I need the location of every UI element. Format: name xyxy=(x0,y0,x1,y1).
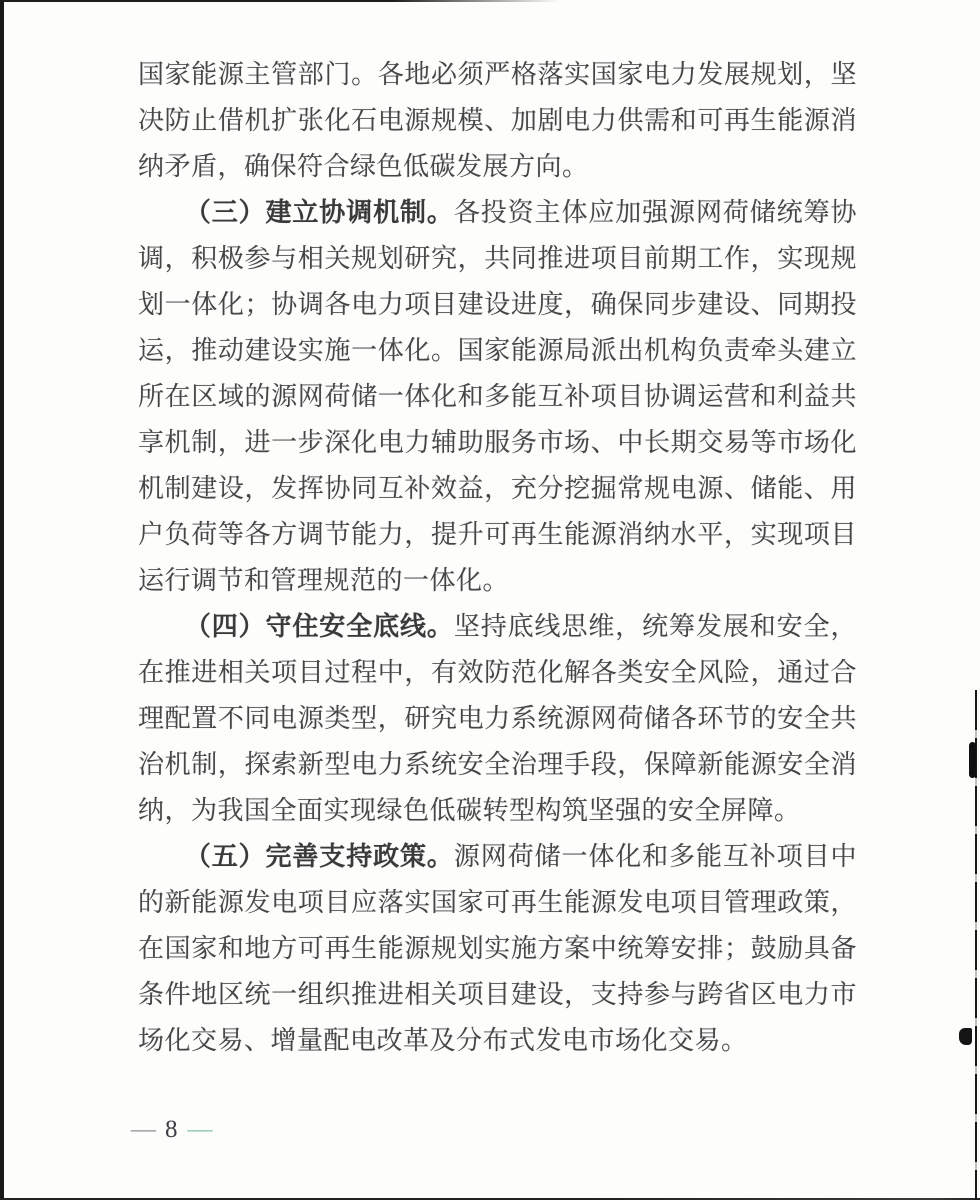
page-number-dash-left: — xyxy=(131,1116,156,1143)
scan-artifact-top-edge xyxy=(0,0,560,2)
paragraph-text: 各投资主体应加强源网荷储统筹协调，积极参与相关规划研究，共同推进项目前期工作，实现规划一体化；协调各电力项目建设进度，确保同步建设、同期投运，推动建设实施一体化。国家能源局派出机构负责牵头建立所在区域的源网荷储一体化和多能互补项目协调运营和利益共享机制，进一步深化电力辅助服务市场、中长期交易等市场化机制建设，发挥协同互补效益，充分挖掘常规电源、储能、用户负荷等各方调节能力，提升可再生能源消纳水平，实现项目运行调节和管理规范的一体化。 xyxy=(138,198,857,595)
page-number-dash-right: — xyxy=(187,1116,213,1143)
paragraph-text: 源网荷储一体化和多能互补项目中的新能源发电项目应落实国家可再生能源发电项目管理政策，在国家和地方可再生能源规划实施方案中统筹安排；鼓励具备条件地区统一组织推进相关项目建设，支持参与跨省区电力市场化交易、增量配电改革及分布式发电市场化交易。 xyxy=(138,842,857,1055)
paragraph-item-4 xyxy=(138,604,857,834)
paragraph-lead: （三）建立协调机制。 xyxy=(184,198,454,227)
paragraph-lead: （五）完善支持政策。 xyxy=(184,842,454,871)
scan-artifact-ink-blob xyxy=(959,1028,972,1045)
page-number xyxy=(131,1112,213,1148)
paragraph-text: 坚持底线思维，统筹发展和安全，在推进相关项目过程中，有效防范化解各类安全风险，通过合理配置不同电源类型，研究电力系统源网荷储各环节的安全共治机制，探索新型电力系统安全治理手段，保障新能源安全消纳，为我国全面实现绿色低碳转型构筑坚强的安全屏障。 xyxy=(138,612,857,825)
page-number-value: 8 xyxy=(165,1116,179,1143)
paragraph-text: 国家能源主管部门。各地必须严格落实国家电力发展规划，坚决防止借机扩张化石电源规模、加剧电力供需和可再生能源消纳矛盾，确保符合绿色低碳发展方向。 xyxy=(138,60,857,181)
paragraph-lead: （四）守住安全底线。 xyxy=(184,612,454,641)
paragraph-continuation xyxy=(138,52,857,190)
scan-artifact-left-edge xyxy=(0,0,4,1200)
paragraph-item-5 xyxy=(138,834,857,1064)
document-text-block xyxy=(138,52,857,1064)
paragraph-item-3 xyxy=(138,190,857,604)
scan-artifact-ink-blob xyxy=(969,742,976,778)
